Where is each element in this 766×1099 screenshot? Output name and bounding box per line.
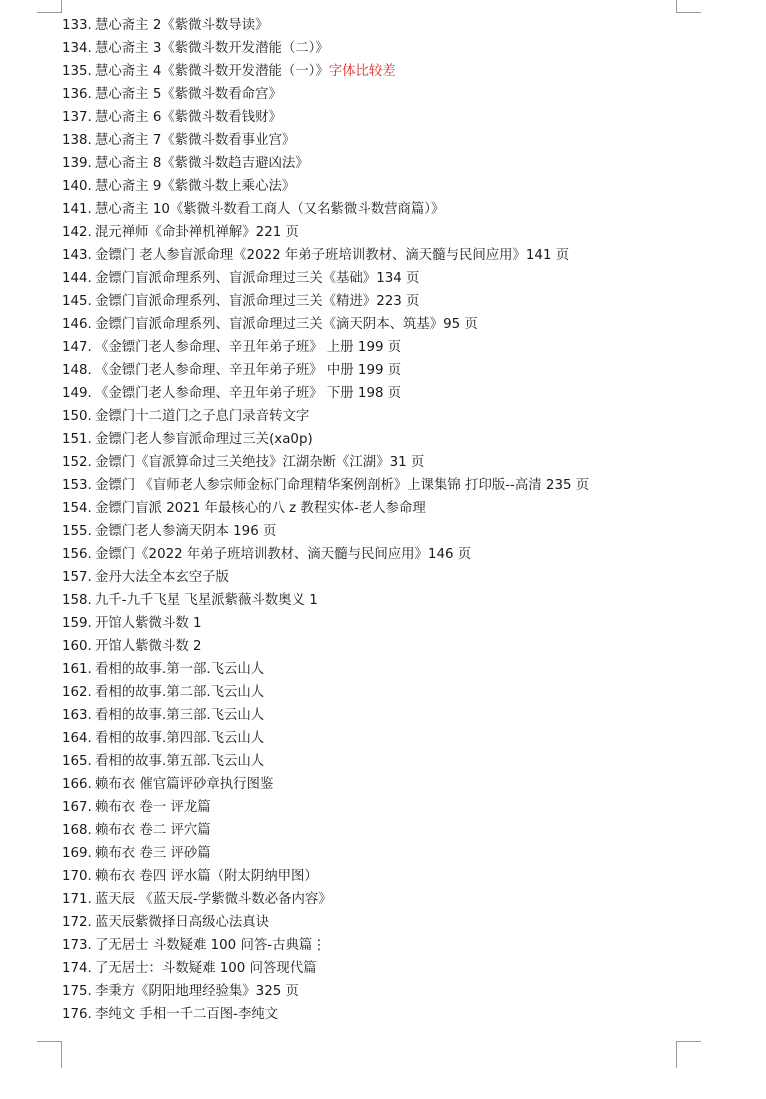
item-text: 慧心斋主 5《紫微斗数看命宫》 <box>95 87 282 102</box>
item-number: 134. <box>62 41 92 56</box>
item-text: 《金镖门老人参命理、辛丑年弟子班》 上册 199 页 <box>95 340 402 355</box>
item-text: 蓝天辰 《蓝天辰-学紫微斗数必备内容》 <box>95 892 332 907</box>
item-text: 混元禅师《命卦禅机禅解》221 页 <box>95 225 299 240</box>
item-text: 《金镖门老人参命理、辛丑年弟子班》 下册 198 页 <box>95 386 402 401</box>
item-text: 金镖门老人参滴天阴本 196 页 <box>95 524 277 539</box>
item-text: 慧心斋主 10《紫微斗数看工商人（又名紫微斗数营商篇）》 <box>95 202 445 217</box>
list-item <box>62 750 702 773</box>
item-number: 145. <box>62 294 92 309</box>
list-item <box>62 589 702 612</box>
item-number: 172. <box>62 915 92 930</box>
item-text: 李秉方《阴阳地理经验集》325 页 <box>95 984 299 999</box>
list-item <box>62 129 702 152</box>
item-text: 开馆人紫微斗数 1 <box>95 616 202 631</box>
list-item <box>62 566 702 589</box>
item-number: 144. <box>62 271 92 286</box>
item-text: 李纯文 手相一千二百图-李纯文 <box>95 1007 279 1022</box>
list-item <box>62 865 702 888</box>
margin-mark-top-right <box>676 0 701 13</box>
list-item <box>62 520 702 543</box>
item-text: 慧心斋主 9《紫微斗数上乘心法》 <box>95 179 296 194</box>
list-item <box>62 359 702 382</box>
item-number: 152. <box>62 455 92 470</box>
item-number: 143. <box>62 248 92 263</box>
list-item <box>62 681 702 704</box>
item-number: 163. <box>62 708 92 723</box>
item-text: 金镖门 老人参盲派命理《2022 年弟子班培训教材、滴天髓与民间应用》141 页 <box>95 248 570 263</box>
item-text: 金镖门 《盲师老人参宗师金标门命理精华案例剖析》上课集锦 打印版--高清 235 页 <box>95 478 590 493</box>
list-item <box>62 244 702 267</box>
item-number: 157. <box>62 570 92 585</box>
list-item <box>62 313 702 336</box>
margin-mark-top-left <box>37 0 62 13</box>
list-item <box>62 405 702 428</box>
list-item <box>62 428 702 451</box>
item-number: 173. <box>62 938 92 953</box>
list-item <box>62 152 702 175</box>
list-item <box>62 451 702 474</box>
item-number: 159. <box>62 616 92 631</box>
item-text: 看相的故事.第五部.飞云山人 <box>95 754 265 769</box>
item-number: 162. <box>62 685 92 700</box>
book-list <box>62 14 702 1026</box>
item-note: 字体比较差 <box>328 64 396 79</box>
item-number: 140. <box>62 179 92 194</box>
item-text: 金丹大法全本玄空子版 <box>95 570 229 585</box>
item-number: 139. <box>62 156 92 171</box>
item-number: 148. <box>62 363 92 378</box>
list-item <box>62 336 702 359</box>
item-number: 176. <box>62 1007 92 1022</box>
item-number: 156. <box>62 547 92 562</box>
item-number: 147. <box>62 340 92 355</box>
item-number: 149. <box>62 386 92 401</box>
item-text: 金镖门《2022 年弟子班培训教材、滴天髓与民间应用》146 页 <box>95 547 472 562</box>
item-number: 166. <box>62 777 92 792</box>
item-text: 慧心斋主 3《紫微斗数开发潜能（二）》 <box>95 41 329 56</box>
item-text: 慧心斋主 6《紫微斗数看钱财》 <box>95 110 282 125</box>
margin-mark-bottom-left <box>37 1041 62 1068</box>
item-number: 135. <box>62 64 92 79</box>
item-number: 141. <box>62 202 92 217</box>
list-item <box>62 980 702 1003</box>
list-item <box>62 911 702 934</box>
item-number: 153. <box>62 478 92 493</box>
item-text: 赖布衣 卷一 评龙篇 <box>95 800 211 815</box>
item-number: 167. <box>62 800 92 815</box>
list-item <box>62 543 702 566</box>
margin-mark-bottom-right <box>676 1041 701 1068</box>
item-text: 《金镖门老人参命理、辛丑年弟子班》 中册 199 页 <box>95 363 402 378</box>
item-number: 164. <box>62 731 92 746</box>
item-text: 看相的故事.第二部.飞云山人 <box>95 685 265 700</box>
item-number: 170. <box>62 869 92 884</box>
list-item <box>62 612 702 635</box>
item-text: 开馆人紫微斗数 2 <box>95 639 202 654</box>
item-text: 金镖门盲派命理系列、盲派命理过三关《精进》223 页 <box>95 294 420 309</box>
item-text: 慧心斋主 4《紫微斗数开发潜能（一）》 <box>95 64 329 79</box>
item-number: 168. <box>62 823 92 838</box>
item-number: 158. <box>62 593 92 608</box>
list-item <box>62 60 702 83</box>
list-item <box>62 175 702 198</box>
list-item <box>62 14 702 37</box>
item-text: 看相的故事.第一部.飞云山人 <box>95 662 265 677</box>
item-text: 慧心斋主 2《紫微斗数导读》 <box>95 18 269 33</box>
item-text: 金镖门十二道门之子息门录音转文字 <box>95 409 310 424</box>
item-number: 175. <box>62 984 92 999</box>
list-item <box>62 1003 702 1026</box>
item-number: 150. <box>62 409 92 424</box>
list-item <box>62 773 702 796</box>
list-item <box>62 382 702 405</box>
item-text: 赖布衣 催官篇评砂章执行图鉴 <box>95 777 274 792</box>
item-text: 金镖门盲派 2021 年最核心的八 z 教程实体-老人参命理 <box>95 501 426 516</box>
list-item <box>62 37 702 60</box>
list-item <box>62 842 702 865</box>
list-item <box>62 267 702 290</box>
list-item <box>62 290 702 313</box>
item-number: 136. <box>62 87 92 102</box>
list-item <box>62 888 702 911</box>
list-item <box>62 474 702 497</box>
item-number: 154. <box>62 501 92 516</box>
item-text: 金镖门《盲派算命过三关绝技》江湖杂断《江湖》31 页 <box>95 455 425 470</box>
item-text: 金镖门盲派命理系列、盲派命理过三关《基础》134 页 <box>95 271 420 286</box>
list-item <box>62 635 702 658</box>
item-text: 了无居士 斗数疑难 100 问答-古典篇⋮ <box>95 938 326 953</box>
list-item <box>62 497 702 520</box>
item-text: 赖布衣 卷四 评水篇（附太阴纳甲图） <box>95 869 318 884</box>
item-text: 金镖门盲派命理系列、盲派命理过三关《滴天阴本、筑基》95 页 <box>95 317 478 332</box>
list-item <box>62 83 702 106</box>
list-item <box>62 934 702 957</box>
list-item <box>62 727 702 750</box>
item-number: 155. <box>62 524 92 539</box>
item-text: 赖布衣 卷二 评穴篇 <box>95 823 211 838</box>
item-number: 174. <box>62 961 92 976</box>
list-item <box>62 658 702 681</box>
item-number: 151. <box>62 432 92 447</box>
item-text: 看相的故事.第四部.飞云山人 <box>95 731 265 746</box>
item-number: 133. <box>62 18 92 33</box>
item-text: 了无居士：斗数疑难 100 问答现代篇 <box>95 961 317 976</box>
item-text: 慧心斋主 7《紫微斗数看事业宫》 <box>95 133 296 148</box>
item-number: 160. <box>62 639 92 654</box>
item-number: 171. <box>62 892 92 907</box>
item-text: 看相的故事.第三部.飞云山人 <box>95 708 265 723</box>
item-number: 169. <box>62 846 92 861</box>
list-item <box>62 704 702 727</box>
item-text: 赖布衣 卷三 评砂篇 <box>95 846 211 861</box>
item-text: 慧心斋主 8《紫微斗数趋吉避凶法》 <box>95 156 309 171</box>
list-item <box>62 106 702 129</box>
item-number: 138. <box>62 133 92 148</box>
item-number: 142. <box>62 225 92 240</box>
item-text: 九千-九千飞星 飞星派紫薇斗数奥义 1 <box>95 593 318 608</box>
item-number: 161. <box>62 662 92 677</box>
list-item <box>62 221 702 244</box>
list-item <box>62 796 702 819</box>
list-item <box>62 819 702 842</box>
item-number: 146. <box>62 317 92 332</box>
list-item <box>62 198 702 221</box>
item-text: 金镖门老人参盲派命理过三关(xa0p) <box>95 432 313 447</box>
item-number: 137. <box>62 110 92 125</box>
item-text: 蓝天辰紫微择日高级心法真诀 <box>95 915 270 930</box>
list-item <box>62 957 702 980</box>
item-number: 165. <box>62 754 92 769</box>
